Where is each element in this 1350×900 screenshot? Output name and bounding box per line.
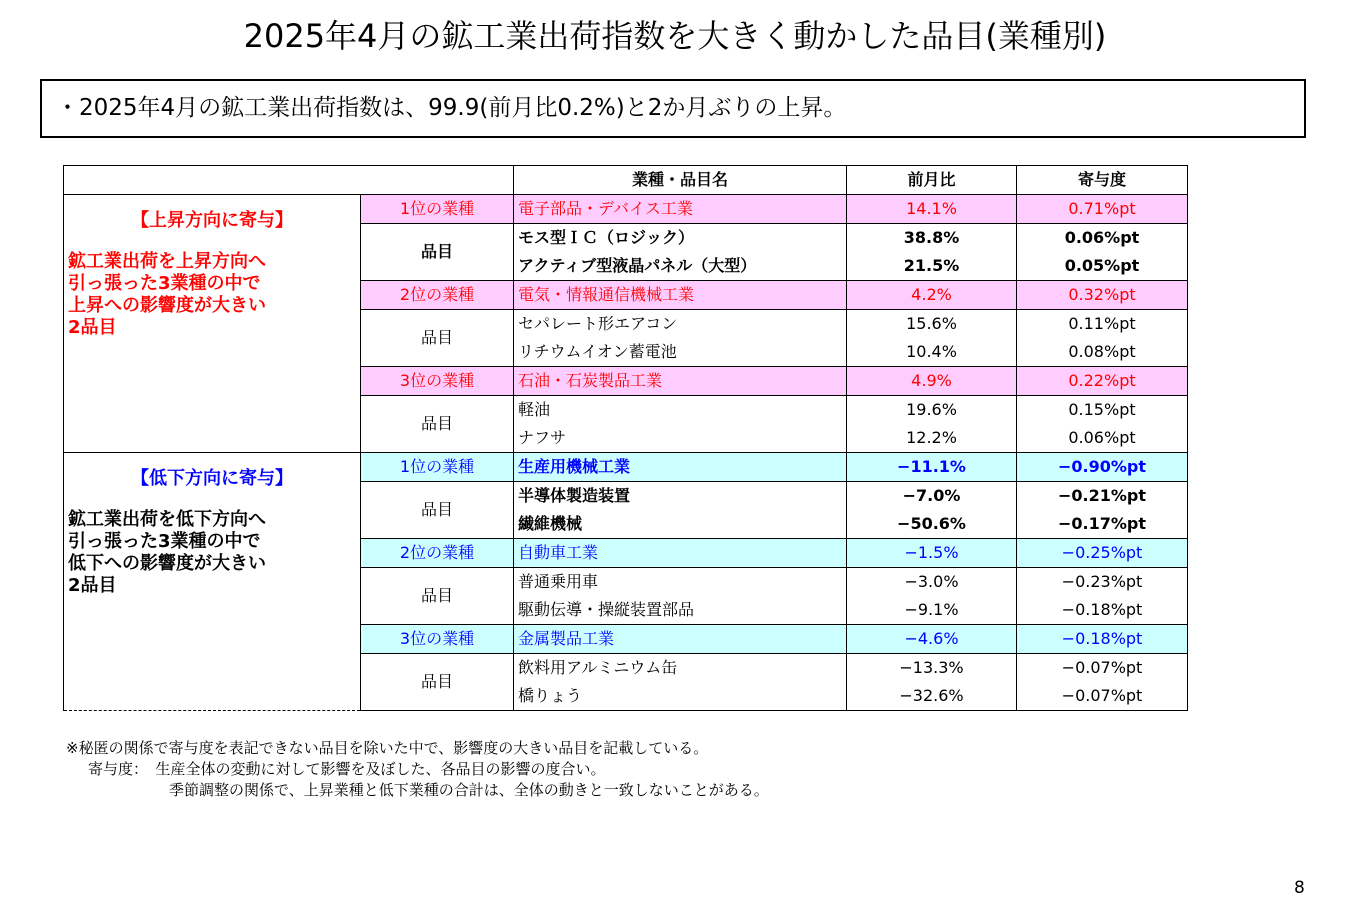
item-contribution: 0.08%pt — [1017, 338, 1188, 367]
industry-name: 石油・石炭製品工業 — [514, 367, 847, 396]
item-contribution: 0.15%pt — [1017, 396, 1188, 425]
industry-row-up-1 — [64, 195, 1188, 224]
industry-contribution: −0.90%pt — [1017, 453, 1188, 482]
item-mom: 10.4% — [847, 338, 1017, 367]
industry-name: 電気・情報通信機械工業 — [514, 281, 847, 310]
item-name: 橋りょう — [514, 682, 847, 711]
item-contribution: −0.21%pt — [1017, 482, 1188, 511]
item-contribution: −0.17%pt — [1017, 510, 1188, 539]
item-name: アクティブ型液晶パネル（大型） — [514, 252, 847, 281]
item-mom: 19.6% — [847, 396, 1017, 425]
item-mom: −32.6% — [847, 682, 1017, 711]
item-name: 繊維機械 — [514, 510, 847, 539]
item-name: 半導体製造装置 — [514, 482, 847, 511]
industry-row-down-1 — [64, 453, 1188, 482]
item-name: 駆動伝導・操縦装置部品 — [514, 596, 847, 625]
summary-text: ・2025年4月の鉱工業出荷指数は、99.9(前月比0.2%)と2か月ぶりの上昇。 — [56, 95, 847, 121]
item-mom: 15.6% — [847, 310, 1017, 339]
industry-contribution: 0.22%pt — [1017, 367, 1188, 396]
item-name: 軽油 — [514, 396, 847, 425]
item-mom: 38.8% — [847, 224, 1017, 253]
up-heading: 【上昇方向に寄与】 — [131, 210, 293, 231]
items-label: 品目 — [361, 482, 514, 539]
industry-mom: 14.1% — [847, 195, 1017, 224]
item-contribution: −0.07%pt — [1017, 682, 1188, 711]
down-side-panel — [64, 453, 361, 711]
industry-rank: 2位の業種 — [361, 281, 514, 310]
contribution-table — [63, 165, 1188, 711]
industry-rank: 3位の業種 — [361, 625, 514, 654]
item-name: 普通乗用車 — [514, 568, 847, 597]
item-mom: −3.0% — [847, 568, 1017, 597]
up-side-panel — [64, 195, 361, 453]
footnote-seasonal-adjustment: 季節調整の関係で、上昇業種と低下業種の合計は、全体の動きと一致しないことがある。 — [169, 781, 769, 799]
header-blank — [64, 166, 514, 195]
item-name: セパレート形エアコン — [514, 310, 847, 339]
industry-contribution: 0.32%pt — [1017, 281, 1188, 310]
item-contribution: −0.18%pt — [1017, 596, 1188, 625]
industry-name: 生産用機械工業 — [514, 453, 847, 482]
header-contribution: 寄与度 — [1017, 166, 1188, 195]
summary-box — [40, 79, 1306, 138]
item-name: モス型ＩＣ（ロジック） — [514, 224, 847, 253]
item-mom: −50.6% — [847, 510, 1017, 539]
industry-mom: 4.2% — [847, 281, 1017, 310]
industry-contribution: −0.18%pt — [1017, 625, 1188, 654]
items-label: 品目 — [361, 568, 514, 625]
industry-name: 電子部品・デバイス工業 — [514, 195, 847, 224]
industry-rank: 2位の業種 — [361, 539, 514, 568]
down-description: 鉱工業出荷を低下方向へ 引っ張った3業種の中で 低下への影響度が大きい 2品目 — [68, 509, 266, 596]
item-contribution: −0.23%pt — [1017, 568, 1188, 597]
header-mom: 前月比 — [847, 166, 1017, 195]
item-mom: −7.0% — [847, 482, 1017, 511]
footnotes — [66, 738, 769, 801]
industry-contribution: −0.25%pt — [1017, 539, 1188, 568]
industry-contribution: 0.71%pt — [1017, 195, 1188, 224]
industry-mom: −11.1% — [847, 453, 1017, 482]
item-name: ナフサ — [514, 424, 847, 453]
item-contribution: 0.06%pt — [1017, 224, 1188, 253]
industry-name: 金属製品工業 — [514, 625, 847, 654]
item-mom: −13.3% — [847, 654, 1017, 683]
industry-name: 自動車工業 — [514, 539, 847, 568]
items-label: 品目 — [361, 654, 514, 711]
footnote-contribution-definition: 寄与度： 生産全体の変動に対して影響を及ぼした、各品目の影響の度合い。 — [88, 760, 606, 778]
item-name: 飲料用アルミニウム缶 — [514, 654, 847, 683]
item-mom: 12.2% — [847, 424, 1017, 453]
industry-rank: 3位の業種 — [361, 367, 514, 396]
down-heading: 【低下方向に寄与】 — [131, 468, 293, 489]
items-label: 品目 — [361, 396, 514, 453]
item-contribution: 0.06%pt — [1017, 424, 1188, 453]
item-mom: 21.5% — [847, 252, 1017, 281]
items-label: 品目 — [361, 224, 514, 281]
item-name: リチウムイオン蓄電池 — [514, 338, 847, 367]
industry-mom: −4.6% — [847, 625, 1017, 654]
page-title: 2025年4月の鉱工業出荷指数を大きく動かした品目(業種別) — [243, 17, 1107, 55]
industry-mom: −1.5% — [847, 539, 1017, 568]
industry-rank: 1位の業種 — [361, 453, 514, 482]
industry-rank: 1位の業種 — [361, 195, 514, 224]
item-contribution: −0.07%pt — [1017, 654, 1188, 683]
table-header-row — [64, 166, 1188, 195]
page-number: 8 — [1294, 878, 1305, 898]
industry-mom: 4.9% — [847, 367, 1017, 396]
item-mom: −9.1% — [847, 596, 1017, 625]
item-contribution: 0.05%pt — [1017, 252, 1188, 281]
item-contribution: 0.11%pt — [1017, 310, 1188, 339]
items-label: 品目 — [361, 310, 514, 367]
up-description: 鉱工業出荷を上昇方向へ 引っ張った3業種の中で 上昇への影響度が大きい 2品目 — [68, 251, 266, 338]
header-name: 業種・品目名 — [514, 166, 847, 195]
footnote-confidentiality: ※秘匿の関係で寄与度を表記できない品目を除いた中で、影響度の大きい品目を記載している。 — [66, 739, 709, 757]
